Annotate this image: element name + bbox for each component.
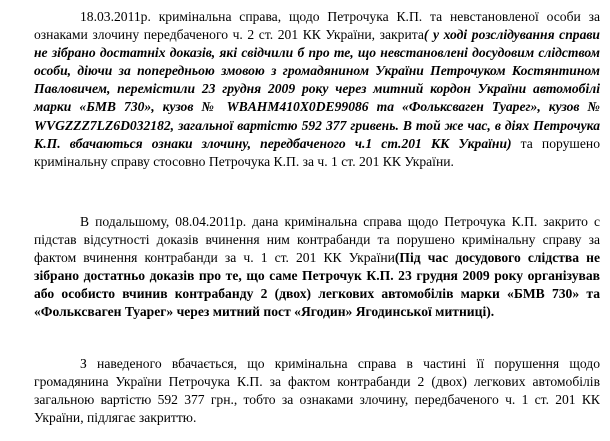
- paragraph-1-emphasis: ( у ході розслідування справи не зібрано достатніх доказів, які свідчили б про те, що невстановлені досудовим слідством особи, діючи за попередньою змовою з громадянином України Петрочуком Костянтином Павловичем, перемістили 23 грудня 2009 року через митний кордон України автомобілі марки «БМВ 730», кузов № WBAHM410X0DE99086 та «Фольксваген Туарег», кузов № WVGZZZ7LZ6D032182, загальної вартістю 592 377 гривень. В той же час, в діях Петрочука К.П. вбачаються ознаки злочину, передбаченого ч.1 ст.201 КК України): [34, 27, 600, 151]
- paragraph-2-lead: В подальшому, 08.04.2011р. дана кримінальна справа щодо Петрочука К.П. закрито с підстав відсутності доказів вчинення ним контрабанди та порушено кримінальну справу за фактом вчинення контрабанди за ч. 1 ст. 201 КК України: [34, 214, 600, 266]
- paragraph-1: [34, 8, 600, 171]
- paragraph-2: [34, 213, 600, 322]
- paragraph-3: З наведеного вбачається, що кримінальна справа в частині її порушення щодо громадянина України Петрочука К.П. за фактом контрабанди 2 (двох) легкових автомобілів загальною вартістю 592 377 грн., тобто за ознаками злочину, передбаченого ч. 1 ст. 201 КК України, підлягає закриттю.: [34, 356, 600, 426]
- paragraph-1-tail: та порушено кримінальну справу стосовно Петрочука К.П. за ч. 1 ст. 201 КК України.: [34, 135, 600, 169]
- paragraph-1-lead: 18.03.2011р. кримінальна справа, щодо Петрочука К.П. та невстановленої особи за ознаками злочину передбаченого ч. 2 ст. 201 КК України, закрита: [34, 9, 600, 43]
- paragraph-2-emphasis: (Під час досудового слідства не зібрано достатньо доказів про те, що саме Петрочук К.П. 23 грудня 2009 року організував або особисто вчинив контрабанду 2 (двох) легкових автомобілів марки «БМВ 730» та «Фольксваген Туарег» через митний пост «Ягодин» Ягодинської митниці).: [34, 250, 601, 320]
